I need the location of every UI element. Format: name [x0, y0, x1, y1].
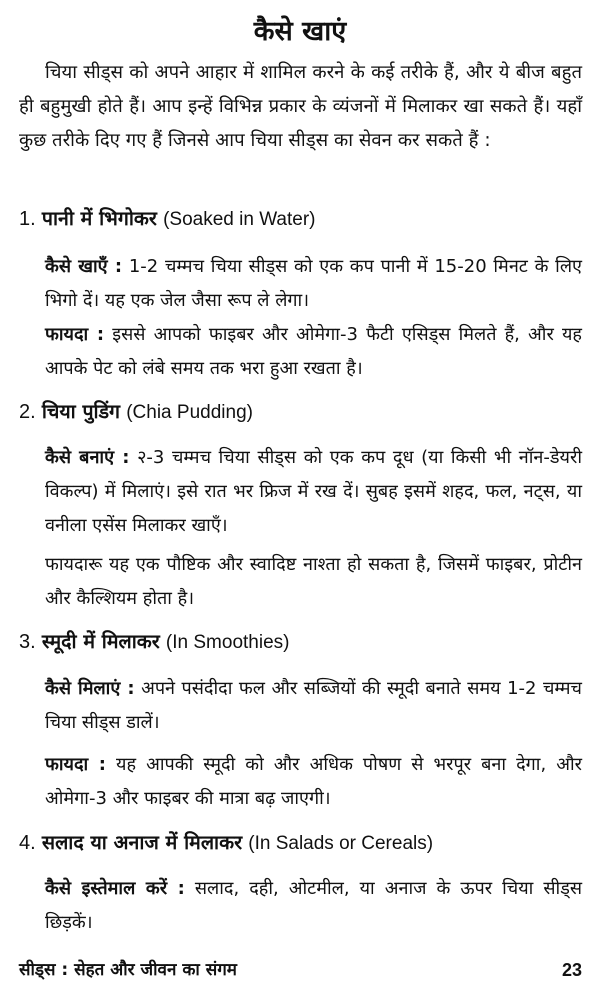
intro-paragraph: चिया सीड्स को अपने आहार में शामिल करने के कई तरीके हैं, और ये बीज बहुत ही बहुमुखी होते हैं। आप इन्हें विभिन्न प्रकार के व्यंजनों में मिलाकर खा सकते हैं। यहाँ कुछ तरीके दिए गए हैं जिनसे आप चिया सीड्स का सेवन कर सकते हैं : [19, 62, 582, 151]
section-heading-3 [19, 625, 582, 660]
section-number: 4. [19, 832, 36, 854]
section-title-english: (In Salads or Cereals) [248, 833, 434, 854]
section-1-benefit [45, 318, 582, 386]
para-label: फायदा : [45, 324, 105, 345]
section-2-how-to [45, 441, 582, 543]
section-title-english: (Soaked in Water) [163, 209, 316, 230]
para-text: इससे आपको फाइबर और ओमेगा-3 फैटी एसिड्स मिलते हैं, और यह आपके पेट को लंबे समय तक भरा हुआ रखता है। [45, 324, 582, 379]
para-text: फायदारू यह एक पौष्टिक और स्वादिष्ट नाश्ता हो सकता है, जिसमें फाइबर, प्रोटीन और कैल्शियम होता है। [45, 554, 582, 609]
section-title-hindi: स्मूदी में मिलाकर [41, 630, 160, 653]
section-number: 2. [19, 401, 36, 423]
section-heading-2 [19, 395, 582, 430]
section-3-benefit [45, 748, 582, 816]
section-1-how-to [45, 250, 582, 318]
page-title: कैसे खाएं [253, 16, 347, 47]
section-title-hindi: चिया पुडिंग [41, 400, 121, 423]
section-title-english: (Chia Pudding) [126, 402, 253, 423]
para-text: 1-2 चम्मच चिया सीड्स को एक कप पानी में 15-20 मिनट के लिए भिगो दें। यह एक जेल जैसा रूप ले लेगा। [45, 256, 582, 311]
page-number: 23 [561, 960, 582, 980]
section-3-how-to [45, 672, 582, 740]
para-text: यह आपकी स्मूदी को और अधिक पोषण से भरपूर बना देगा, और ओमेगा-3 और फाइबर की मात्रा बढ़ जाएगी। [45, 754, 582, 809]
para-text: अपने पसंदीदा फल और सब्जियों की स्मूदी बनाते समय 1-2 चम्मच चिया सीड्स डालें। [45, 678, 582, 733]
para-label: कैसे खाएँ : [45, 256, 123, 277]
section-4-how-to [45, 872, 582, 940]
para-text: सलाद, दही, ओटमील, या अनाज के ऊपर चिया सीड्स छिड़कें। [45, 878, 582, 933]
section-title-hindi: सलाद या अनाज में मिलाकर [41, 831, 243, 854]
para-label: कैसे बनाएं : [45, 447, 130, 468]
section-2-benefit [45, 548, 582, 616]
para-text: २-3 चम्मच चिया सीड्स को एक कप दूध (या किसी भी नॉन-डेयरी विकल्प) में मिलाएं। इसे रात भर फ्रिज में रख दें। सुबह इसमें शहद, फल, नट्स, या वनीला एसेंस मिलाकर खाएँ। [45, 447, 583, 536]
section-heading-4 [19, 826, 582, 861]
section-number: 1. [19, 208, 36, 230]
section-number: 3. [19, 631, 36, 653]
section-title-english: (In Smoothies) [165, 632, 290, 653]
section-heading-1 [19, 202, 582, 237]
para-label: कैसे इस्तेमाल करें : [45, 878, 185, 899]
section-title-hindi: पानी में भिगोकर [41, 207, 157, 230]
para-label: फायदा : [45, 754, 106, 775]
running-footer-title: सीड्स : सेहत और जीवन का संगम [19, 960, 237, 980]
para-label: कैसे मिलाएं : [45, 678, 135, 699]
